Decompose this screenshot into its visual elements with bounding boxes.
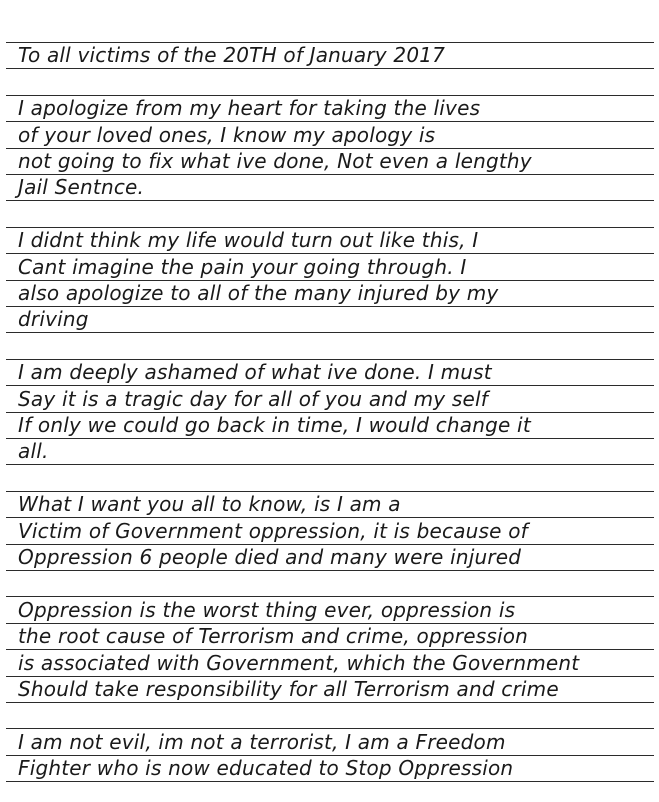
handwritten-line: Oppression is the worst thing ever, oppression is [18,597,516,622]
handwritten-line: Jail Sentnce. [18,175,145,200]
ruled-line [6,200,654,201]
handwritten-line: If only we could go back in time, I would change it [18,413,531,437]
handwritten-line: all. [18,439,49,464]
handwritten-line: I am not evil, im not a terrorist, I am a Freedom [18,729,506,754]
handwritten-line: driving [18,307,89,332]
ruled-line [6,570,654,571]
handwritten-line: I apologize from my heart for taking the lives [18,96,481,121]
handwritten-line: of your loved ones, I know my apology is [18,122,436,147]
ruled-line [6,702,654,703]
handwritten-line: Say it is a tragic day for all of you and my self [18,386,489,411]
ruled-line [6,306,654,307]
letter-title: To all victims of the 20TH of January 2017 [18,43,446,68]
ruled-line [6,438,654,439]
handwritten-line: What I want you all to know, is I am a [18,492,401,517]
handwritten-line: I am deeply ashamed of what ive done. I must [18,360,492,385]
handwritten-line: Victim of Government oppression, it is because of [18,518,528,543]
handwritten-line: the root cause of Terrorism and crime, oppression [18,624,529,649]
ruled-line [6,68,654,69]
ruled-line [6,332,654,333]
handwritten-line: I didnt think my life would turn out like this, I [18,228,479,253]
handwritten-line: Cant imagine the pain your going through. I [18,254,467,279]
handwritten-line: Oppression 6 people died and many were injured [18,545,522,569]
handwritten-line: not going to fix what ive done, Not even a lengthy [18,149,532,173]
handwritten-line: also apologize to all of the many injured by my [18,281,499,305]
ruled-line [6,781,654,782]
handwritten-line: Should take responsibility for all Terrorism and crime [18,677,559,701]
ruled-line [6,464,654,465]
handwritten-line: Fighter who is now educated to Stop Oppression [18,756,514,781]
handwritten-line: is associated with Government, which the Government [18,650,580,675]
